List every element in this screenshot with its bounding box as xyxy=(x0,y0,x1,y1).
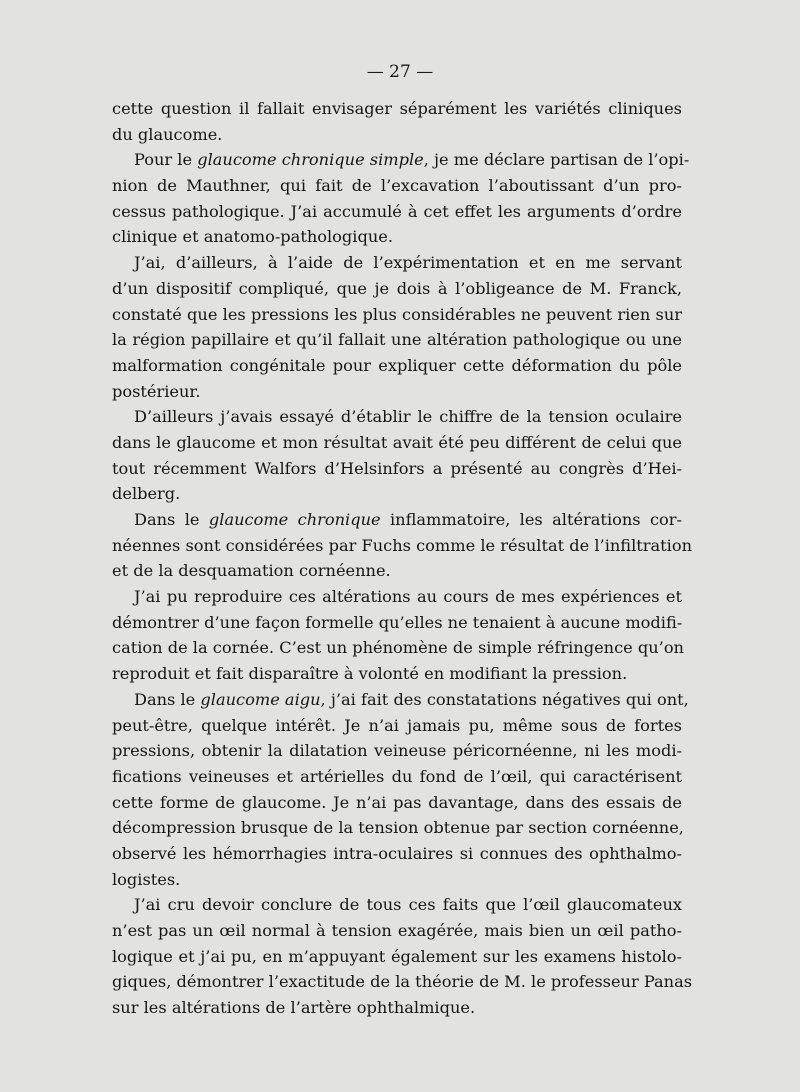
text-line: dans le glaucome et mon résultat avait été peu différent de celui que xyxy=(112,432,682,452)
text-segment: Pour le xyxy=(134,150,198,170)
text-line: D’ailleurs j’avais essayé d’établir le chiffre de la tension oculaire xyxy=(134,407,682,427)
page-number: — 27 — xyxy=(366,62,434,82)
text-line: décompression brusque de la tension obtenue par section cornéenne, xyxy=(112,818,684,838)
text-line: nion de Mauthner, qui fait de l’excavation l’aboutissant d’un pro- xyxy=(112,176,682,196)
body-text xyxy=(112,96,693,1021)
text-line: démontrer d’une façon formelle qu’elles ne tenaient à aucune modifi- xyxy=(112,612,683,632)
text-line: cette forme de glaucome. Je n’ai pas davantage, dans des essais de xyxy=(112,792,682,812)
text-segment: inflammatoire, les altérations cor- xyxy=(380,510,683,529)
text-line: néennes sont considérées par Fuchs comme le résultat de l’infiltration xyxy=(112,535,693,555)
italic-term: glaucome chronique simple xyxy=(197,150,424,170)
text-line: constaté que les pressions les plus considérables ne peuvent rien sur xyxy=(112,304,682,324)
italic-term: glaucome aigu xyxy=(200,689,321,709)
text-segment: , je me déclare partisan de l’opi- xyxy=(423,150,690,170)
text-line: cation de la cornée. C’est un phénomène de simple réfringence qu’on xyxy=(112,638,684,658)
text-segment: Dans le xyxy=(134,510,209,529)
text-line: J’ai pu reproduire ces altérations au cours de mes expériences et xyxy=(134,587,682,607)
text-line: clinique et anatomo-pathologique. xyxy=(112,227,393,247)
text-line: logique et j’ai pu, en m’appuyant également sur les examens histolo- xyxy=(112,946,682,966)
text-line: peut-être, quelque intérêt. Je n’ai jamais pu, même sous de fortes xyxy=(112,715,682,735)
text-line: J’ai cru devoir conclure de tous ces faits que l’œil glaucomateux xyxy=(134,895,682,915)
text-line: sur les altérations de l’artère ophthalmique. xyxy=(112,998,476,1018)
text-line: et de la desquamation cornéenne. xyxy=(112,561,391,581)
text-segment: Dans le xyxy=(134,689,201,709)
text-line xyxy=(112,687,689,713)
text-line: giques, démontrer l’exactitude de la théorie de M. le professeur Panas xyxy=(112,972,693,992)
text-line xyxy=(112,147,690,173)
text-line: pressions, obtenir la dilatation veineuse péricornéenne, ni les modi- xyxy=(112,741,682,761)
text-line: malformation congénitale pour expliquer cette déformation du pôle xyxy=(112,355,682,375)
text-line: la région papillaire et qu’il fallait une altération pathologique ou une xyxy=(112,330,682,350)
text-line: J’ai, d’ailleurs, à l’aide de l’expérimentation et en me servant xyxy=(134,253,682,273)
text-line: postérieur. xyxy=(112,381,201,401)
text-line xyxy=(112,507,682,533)
text-line: n’est pas un œil normal à tension exagérée, mais bien un œil patho- xyxy=(112,921,682,940)
text-line: du glaucome. xyxy=(112,124,223,144)
text-line: reproduit et fait disparaître à volonté en modifiant la pression. xyxy=(112,664,628,684)
text-line: cessus pathologique. J’ai accumulé à cet effet les arguments d’ordre xyxy=(112,201,682,221)
text-line: d’un dispositif compliqué, que je dois à l’obligeance de M. Franck, xyxy=(112,278,682,298)
italic-term: glaucome chronique xyxy=(208,510,381,529)
text-line: cette question il fallait envisager séparément les variétés cliniques xyxy=(112,99,682,118)
text-line: logistes. xyxy=(112,869,181,889)
text-segment: , j’ai fait des constatations négatives qui ont, xyxy=(320,689,689,709)
text-line: delberg. xyxy=(112,484,181,504)
text-line: observé les hémorrhagies intra-oculaires si connues des ophthalmo- xyxy=(112,843,682,863)
text-line: tout récemment Walfors d’Helsinfors a présenté au congrès d’Hei- xyxy=(112,458,682,478)
text-line: fications veineuses et artérielles du fond de l’œil, qui caractérisent xyxy=(112,766,682,786)
